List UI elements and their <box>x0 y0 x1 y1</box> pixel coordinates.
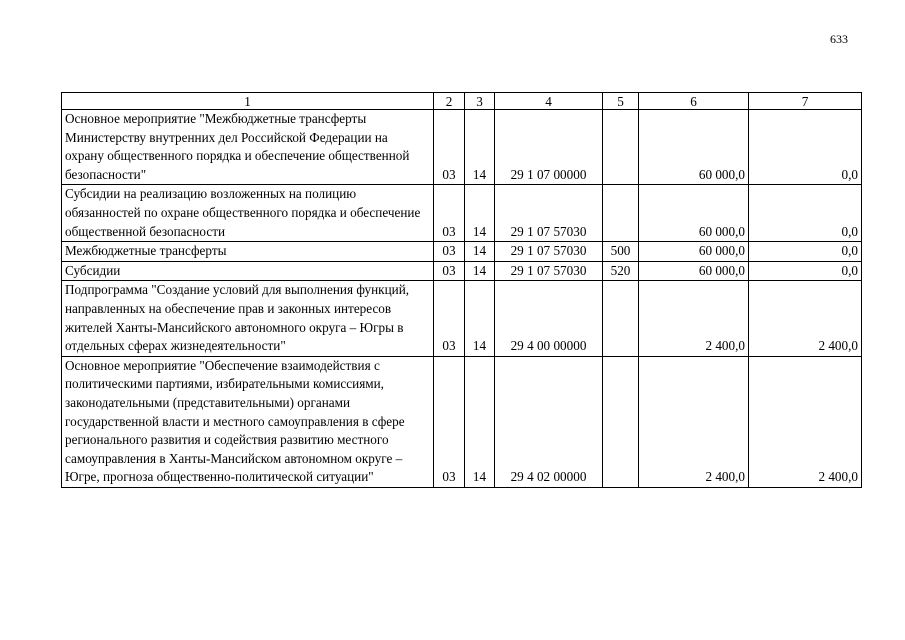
row-name-cell: Межбюджетные трансферты <box>62 242 434 262</box>
amount-col6-cell: 2 400,0 <box>639 281 749 356</box>
row-name-cell: Основное мероприятие "Обеспечение взаимодействия с политическими партиями, избирательными комиссиями, законодательными (представительными) органами государственной власти и местного самоуправления в сфере регионального развития и содействия развитию местного самоуправления в Ханты-Мансийском автономном округе – Югре, прогноза общественно-политической ситуации" <box>62 356 434 487</box>
row-name-cell: Подпрограмма "Создание условий для выполнения функций, направленных на обеспечение прав и законных интересов жителей Ханты-Мансийского автономного округа – Югры в отдельных сферах жизнедеятельности" <box>62 281 434 356</box>
subsection-code-cell: 14 <box>465 261 495 281</box>
column-header-5: 5 <box>603 93 639 110</box>
amount-col7-cell: 2 400,0 <box>749 356 862 487</box>
expense-type-cell: 520 <box>603 261 639 281</box>
subsection-code-cell: 14 <box>465 356 495 487</box>
target-article-cell: 29 1 07 00000 <box>495 110 603 185</box>
amount-col7-cell: 0,0 <box>749 185 862 242</box>
section-code-cell: 03 <box>434 281 465 356</box>
section-code-cell: 03 <box>434 356 465 487</box>
row-name-cell: Субсидии на реализацию возложенных на полицию обязанностей по охране общественного порядка и обеспечение общественной безопасности <box>62 185 434 242</box>
budget-table <box>61 92 862 488</box>
section-code-cell: 03 <box>434 261 465 281</box>
table-row <box>62 110 862 185</box>
section-code-cell: 03 <box>434 242 465 262</box>
expense-type-cell: 500 <box>603 242 639 262</box>
table-row <box>62 242 862 262</box>
page-number: 633 <box>830 32 848 46</box>
amount-col6-cell: 60 000,0 <box>639 110 749 185</box>
section-code-cell: 03 <box>434 185 465 242</box>
amount-col7-cell: 0,0 <box>749 242 862 262</box>
amount-col7-cell: 0,0 <box>749 261 862 281</box>
column-header-7: 7 <box>749 93 862 110</box>
amount-col6-cell: 60 000,0 <box>639 261 749 281</box>
expense-type-cell <box>603 281 639 356</box>
amount-col6-cell: 2 400,0 <box>639 356 749 487</box>
expense-type-cell <box>603 356 639 487</box>
row-name-cell: Субсидии <box>62 261 434 281</box>
table-row <box>62 356 862 487</box>
expense-type-cell <box>603 185 639 242</box>
row-name-cell: Основное мероприятие "Межбюджетные трансферты Министерству внутренних дел Российской Федерации на охрану общественного порядка и обеспечение общественной безопасности" <box>62 110 434 185</box>
section-code-cell: 03 <box>434 110 465 185</box>
expense-type-cell <box>603 110 639 185</box>
column-header-6: 6 <box>639 93 749 110</box>
target-article-cell: 29 4 02 00000 <box>495 356 603 487</box>
amount-col6-cell: 60 000,0 <box>639 185 749 242</box>
target-article-cell: 29 4 00 00000 <box>495 281 603 356</box>
amount-col7-cell: 0,0 <box>749 110 862 185</box>
subsection-code-cell: 14 <box>465 185 495 242</box>
target-article-cell: 29 1 07 57030 <box>495 261 603 281</box>
subsection-code-cell: 14 <box>465 281 495 356</box>
table-header-row <box>62 93 862 110</box>
amount-col7-cell: 2 400,0 <box>749 281 862 356</box>
amount-col6-cell: 60 000,0 <box>639 242 749 262</box>
target-article-cell: 29 1 07 57030 <box>495 242 603 262</box>
column-header-2: 2 <box>434 93 465 110</box>
column-header-1: 1 <box>62 93 434 110</box>
table-row <box>62 261 862 281</box>
subsection-code-cell: 14 <box>465 242 495 262</box>
table-row <box>62 281 862 356</box>
subsection-code-cell: 14 <box>465 110 495 185</box>
table-row <box>62 185 862 242</box>
column-header-3: 3 <box>465 93 495 110</box>
column-header-4: 4 <box>495 93 603 110</box>
target-article-cell: 29 1 07 57030 <box>495 185 603 242</box>
